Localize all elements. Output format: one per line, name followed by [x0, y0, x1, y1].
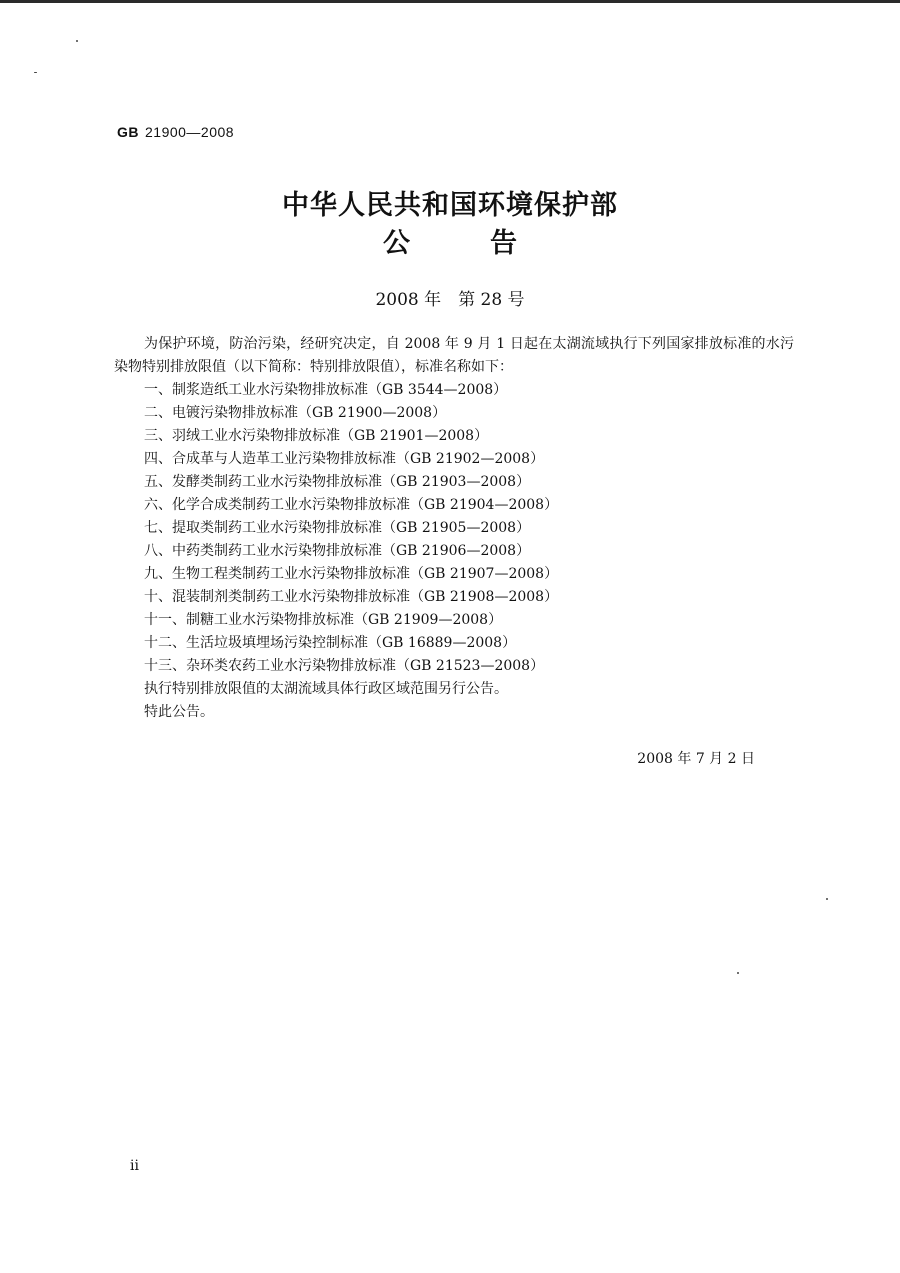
announcement-date: 2008 年 7 月 2 日 [637, 751, 755, 767]
standard-item: 六、化学合成类制药工业水污染物排放标准（GB 21904—2008） [144, 497, 559, 513]
standard-item: 三、羽绒工业水污染物排放标准（GB 21901—2008） [144, 428, 489, 444]
page-number: ii [130, 1158, 139, 1174]
standards-list [114, 379, 794, 678]
announcement-issue-number: 2008 年 第 28 号 [375, 290, 525, 310]
announcement-title-char-2: 告 [490, 228, 517, 259]
scan-speck [76, 40, 78, 42]
standard-item: 八、中药类制药工业水污染物排放标准（GB 21906—2008） [144, 543, 531, 559]
standard-item: 十一、制糖工业水污染物排放标准（GB 21909—2008） [144, 612, 503, 628]
scan-top-edge [0, 0, 900, 3]
standard-code-number: 21900—2008 [145, 124, 235, 140]
standard-item: 四、合成革与人造革工业污染物排放标准（GB 21902—2008） [144, 451, 545, 467]
issuing-authority-title: 中华人民共和国环境保护部 [282, 190, 618, 221]
intro-paragraph: 为保护环境，防治污染，经研究决定，自 2008 年 9 月 1 日起在太湖流域执行下列国家排放标准的水污染物特别排放限值（以下简称：特别排放限值），标准名称如下： [114, 336, 794, 375]
standard-item: 九、生物工程类制药工业水污染物排放标准（GB 21907—2008） [144, 566, 559, 582]
standard-item: 二、电镀污染物排放标准（GB 21900—2008） [144, 405, 447, 421]
standard-code-prefix: GB [117, 124, 139, 140]
standard-item: 七、提取类制药工业水污染物排放标准（GB 21905—2008） [144, 520, 531, 536]
standard-code-header [117, 124, 234, 140]
scan-speck [826, 898, 828, 900]
standard-item: 十二、生活垃圾填埋场污染控制标准（GB 16889—2008） [144, 635, 517, 651]
scan-speck [737, 972, 739, 974]
scan-speck [34, 72, 37, 73]
standard-item: 十、混装制剂类制药工业水污染物排放标准（GB 21908—2008） [144, 589, 559, 605]
closing-paragraph: 特此公告。 [144, 704, 214, 720]
scope-notice-paragraph: 执行特别排放限值的太湖流域具体行政区域范围另行公告。 [144, 681, 508, 697]
announcement-title-char-1: 公 [383, 228, 410, 259]
standard-item: 一、制浆造纸工业水污染物排放标准（GB 3544—2008） [144, 382, 508, 398]
announcement-body [114, 333, 794, 724]
standard-item: 五、发酵类制药工业水污染物排放标准（GB 21903—2008） [144, 474, 531, 490]
announcement-title [0, 221, 900, 260]
standard-item: 十三、杂环类农药工业水污染物排放标准（GB 21523—2008） [144, 658, 545, 674]
